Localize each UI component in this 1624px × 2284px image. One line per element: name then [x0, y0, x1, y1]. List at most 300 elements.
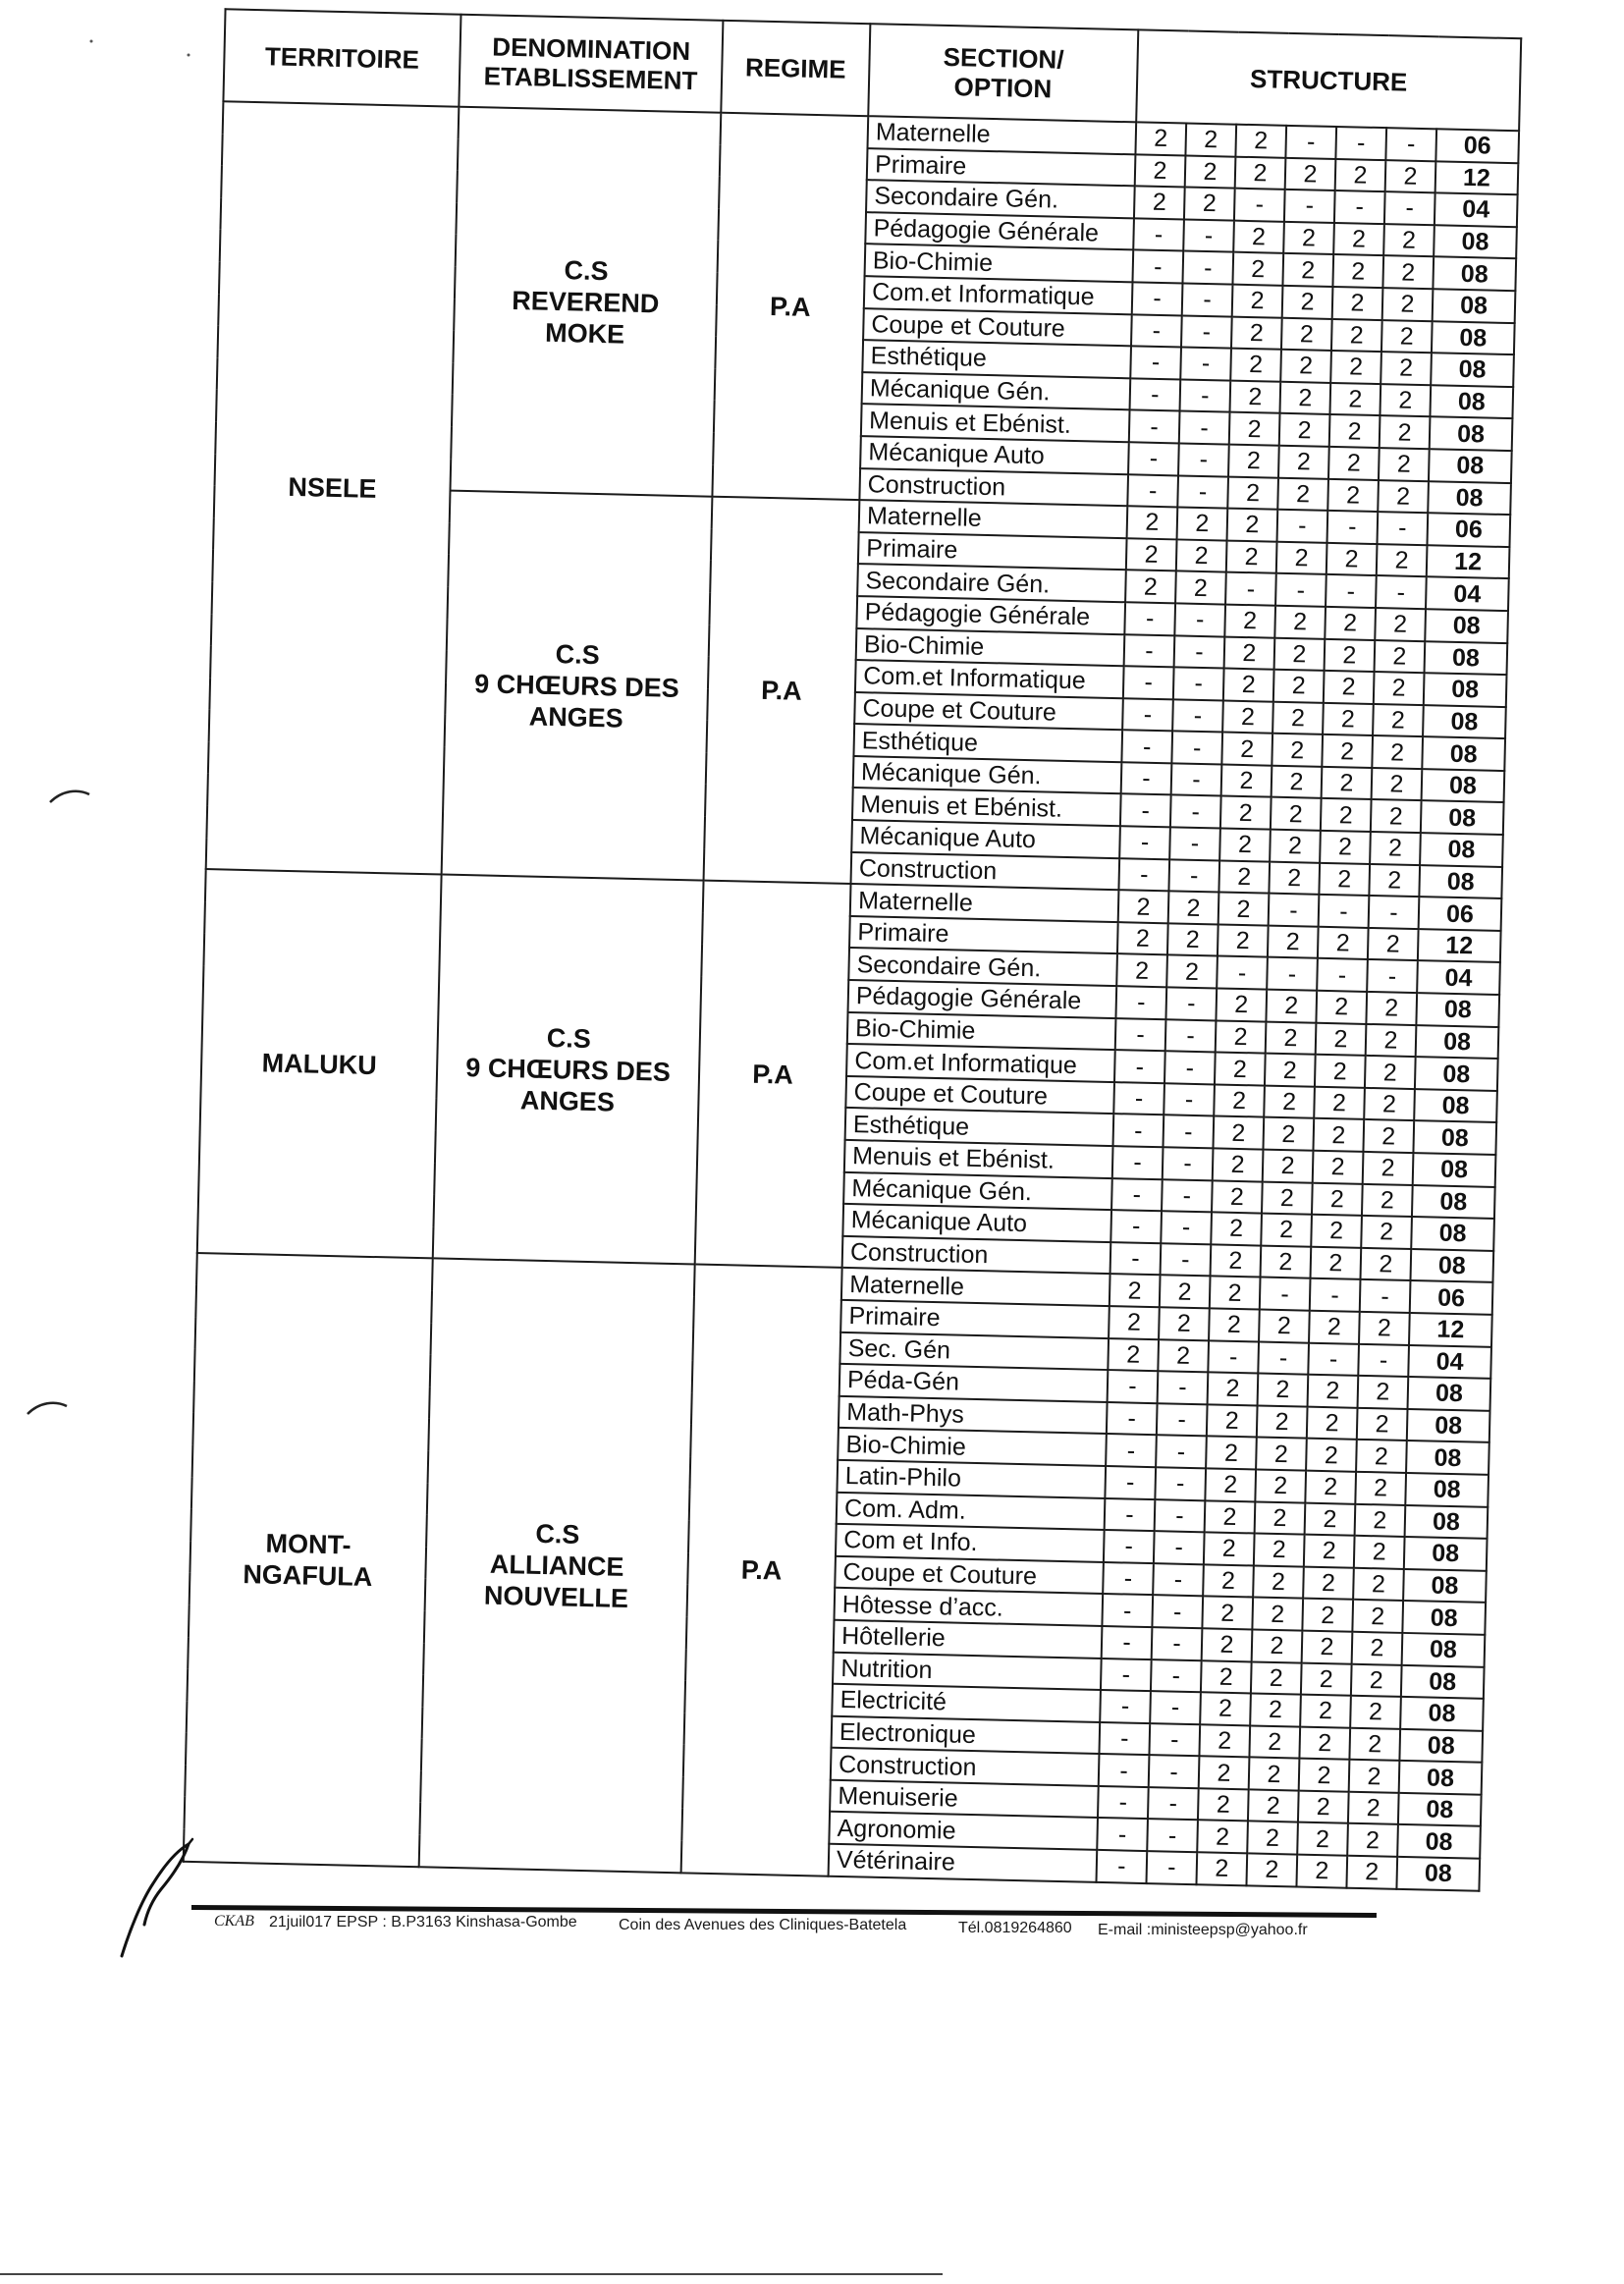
structure-value-cell: 2 [1380, 384, 1431, 417]
structure-total-cell: 08 [1414, 1089, 1497, 1122]
structure-total-cell: 08 [1396, 1857, 1480, 1890]
structure-total-cell: 08 [1416, 993, 1499, 1026]
structure-value-cell: 2 [1329, 383, 1380, 416]
structure-value-cell: - [1152, 1595, 1203, 1628]
structure-value-cell: - [1174, 603, 1225, 636]
structure-value-cell: 2 [1364, 1088, 1415, 1121]
structure-value-cell: 2 [1126, 538, 1177, 571]
section-option-cell: Mécanique Auto [842, 1204, 1111, 1242]
structure-total-cell: 08 [1424, 673, 1507, 706]
structure-value-cell: 2 [1167, 923, 1218, 956]
structure-value-cell: - [1121, 730, 1172, 763]
structure-value-cell: 2 [1252, 1629, 1303, 1662]
structure-value-cell: 2 [1218, 893, 1270, 926]
section-option-cell: Maternelle [868, 116, 1137, 154]
structure-value-cell: 2 [1202, 1597, 1253, 1630]
structure-value-cell: 2 [1279, 382, 1330, 415]
structure-value-cell: 2 [1216, 1020, 1267, 1054]
structure-value-cell: - [1163, 1147, 1214, 1180]
structure-value-cell: 2 [1326, 543, 1378, 576]
structure-value-cell: - [1155, 1499, 1206, 1533]
structure-value-cell: 2 [1210, 1277, 1261, 1310]
territory-name-line: NSELE [288, 471, 377, 505]
section-option-cell: Vétérinaire [829, 1844, 1098, 1882]
structure-value-cell: - [1148, 1787, 1199, 1821]
structure-value-cell: - [1358, 1343, 1409, 1377]
structure-total-cell: 08 [1408, 1377, 1491, 1410]
structure-value-cell: 2 [1231, 316, 1282, 350]
structure-value-cell: 2 [1347, 1823, 1398, 1857]
section-option-cell: Mécanique Auto [860, 436, 1129, 474]
establishment-name-line: 9 CHŒURS DES [465, 1052, 672, 1087]
section-option-cell: Agronomie [829, 1812, 1098, 1850]
structure-value-cell: 2 [1211, 1244, 1262, 1278]
structure-value-cell: - [1367, 959, 1418, 993]
section-option-cell: Primaire [858, 532, 1127, 571]
structure-value-cell: 2 [1204, 1532, 1255, 1565]
structure-value-cell: - [1178, 443, 1229, 476]
structure-value-cell: 2 [1232, 252, 1283, 286]
section-option-cell: Latin-Philo [837, 1460, 1106, 1498]
territory-name-line: NGAFULA [243, 1559, 373, 1593]
structure-value-cell: - [1164, 1083, 1215, 1116]
structure-value-cell: - [1112, 1146, 1164, 1179]
regime-cell: P.A [712, 113, 868, 500]
structure-value-cell: - [1124, 634, 1175, 668]
structure-total-cell: 06 [1427, 513, 1510, 546]
structure-value-cell: 2 [1312, 1182, 1363, 1216]
structure-total-cell: 08 [1431, 353, 1514, 386]
section-option-cell: Menuis et Ebénist. [861, 404, 1130, 442]
regime-cell: P.A [704, 497, 860, 884]
structure-total-cell: 08 [1403, 1569, 1487, 1603]
section-option-cell: Bio-Chimie [856, 628, 1125, 667]
structure-value-cell: - [1157, 1403, 1208, 1437]
section-option-cell: Sec. Gén [839, 1332, 1109, 1370]
structure-value-cell: - [1152, 1627, 1203, 1660]
structure-value-cell: 2 [1255, 1469, 1306, 1502]
structure-value-cell: 2 [1375, 640, 1426, 674]
structure-value-cell: 2 [1214, 1084, 1265, 1117]
structure-value-cell: 2 [1272, 701, 1324, 734]
structure-value-cell: - [1101, 1658, 1152, 1691]
structure-total-cell: 08 [1399, 1761, 1483, 1794]
structure-value-cell: 2 [1361, 1216, 1412, 1249]
structure-value-cell: - [1181, 315, 1232, 349]
structure-value-cell: - [1225, 572, 1276, 606]
structure-value-cell: 2 [1362, 1183, 1413, 1217]
structure-value-cell: 2 [1224, 604, 1275, 637]
structure-value-cell: 2 [1309, 1311, 1360, 1344]
structure-value-cell: 2 [1166, 955, 1218, 989]
structure-value-cell: - [1385, 128, 1436, 161]
structure-value-cell: 2 [1207, 1404, 1258, 1438]
structure-value-cell: - [1097, 1850, 1148, 1883]
structure-total-cell: 08 [1400, 1697, 1484, 1730]
structure-value-cell: 2 [1329, 414, 1380, 448]
establishment-name-line: C.S [535, 1518, 580, 1550]
establishment-name-line: ANGES [519, 1085, 616, 1117]
structure-value-cell: 2 [1134, 187, 1185, 220]
structure-value-cell: 2 [1308, 1375, 1359, 1408]
structure-value-cell: 2 [1377, 544, 1428, 577]
structure-total-cell: 04 [1426, 577, 1509, 611]
structure-value-cell: 2 [1272, 766, 1323, 799]
structure-value-cell: 2 [1185, 124, 1236, 157]
structure-value-cell: - [1319, 895, 1370, 928]
structure-value-cell: 2 [1276, 541, 1327, 574]
structure-value-cell: 2 [1235, 156, 1286, 190]
structure-value-cell: 2 [1325, 607, 1376, 640]
structure-value-cell: 2 [1305, 1471, 1356, 1504]
section-option-cell: Electricité [832, 1684, 1101, 1722]
section-option-cell: Coupe et Couture [835, 1556, 1104, 1595]
section-option-cell: Secondaire Gén. [857, 564, 1126, 602]
structure-value-cell: 2 [1303, 1566, 1354, 1600]
structure-value-cell: 2 [1373, 704, 1424, 737]
structure-value-cell: 2 [1323, 703, 1374, 736]
structure-value-cell: - [1108, 1370, 1159, 1403]
structure-value-cell: 2 [1300, 1695, 1351, 1728]
structure-value-cell: 2 [1202, 1628, 1253, 1661]
structure-value-cell: 2 [1365, 1056, 1416, 1089]
structure-value-cell: - [1129, 410, 1180, 444]
structure-value-cell: 2 [1352, 1600, 1403, 1633]
structure-value-cell: 2 [1228, 445, 1279, 478]
header-structure: STRUCTURE [1136, 29, 1521, 131]
structure-total-cell: 08 [1401, 1664, 1485, 1698]
structure-total-cell: 08 [1430, 417, 1513, 451]
structure-total-cell: 08 [1416, 1025, 1499, 1059]
structure-value-cell: 2 [1320, 831, 1371, 864]
structure-total-cell: 08 [1410, 1249, 1493, 1282]
structure-value-cell: 2 [1205, 1500, 1256, 1534]
structure-value-cell: - [1153, 1563, 1204, 1597]
structure-value-cell: 2 [1356, 1440, 1407, 1473]
section-option-cell: Coupe et Couture [845, 1076, 1114, 1115]
structure-value-cell: - [1234, 189, 1285, 222]
structure-total-cell: 04 [1417, 961, 1500, 995]
structure-value-cell: 2 [1380, 415, 1431, 449]
section-option-cell: Pédagogie Générale [865, 212, 1134, 250]
section-option-cell: Construction [842, 1236, 1111, 1275]
structure-value-cell: - [1335, 127, 1386, 160]
structure-value-cell: 2 [1360, 1248, 1411, 1281]
section-option-cell: Hôtellerie [834, 1620, 1103, 1659]
structure-value-cell: - [1107, 1402, 1158, 1436]
section-option-cell: Mécanique Gén. [862, 372, 1131, 410]
structure-value-cell: 2 [1332, 254, 1383, 288]
territory-cell [197, 869, 442, 1258]
structure-value-cell: - [1308, 1342, 1359, 1376]
scan-dots [79, 35, 206, 65]
structure-value-cell: - [1170, 795, 1221, 829]
structure-total-cell: 08 [1405, 1473, 1489, 1506]
header-section-option-line: OPTION [953, 72, 1053, 104]
establishment-cell [442, 491, 713, 881]
structure-value-cell: - [1146, 1851, 1197, 1884]
structure-value-cell: - [1376, 575, 1427, 609]
establishment-name-line: ALLIANCE [489, 1549, 624, 1582]
structure-total-cell: 08 [1422, 736, 1505, 770]
section-option-cell: Construction [831, 1748, 1100, 1786]
structure-value-cell: 2 [1117, 922, 1168, 955]
structure-value-cell: - [1118, 858, 1169, 892]
structure-value-cell: - [1114, 1050, 1165, 1083]
structure-value-cell: 2 [1261, 1245, 1312, 1278]
section-option-cell: Com.et Informatique [846, 1044, 1115, 1082]
structure-value-cell: - [1131, 314, 1182, 348]
header-section-option [868, 24, 1138, 122]
structure-value-cell: 2 [1199, 1724, 1250, 1758]
structure-value-cell: 2 [1251, 1661, 1302, 1695]
structure-total-cell: 06 [1435, 129, 1519, 162]
structure-value-cell: 2 [1354, 1536, 1405, 1569]
footer-initials: CKAB [214, 1913, 254, 1930]
structure-value-cell: 2 [1311, 1215, 1362, 1248]
structure-value-cell: 2 [1246, 1853, 1297, 1886]
structure-value-cell: - [1130, 346, 1181, 379]
structure-value-cell: 2 [1227, 476, 1278, 510]
structure-value-cell: 2 [1109, 1306, 1160, 1339]
territory-name-line: MONT- [265, 1528, 352, 1560]
structure-value-cell: - [1162, 1179, 1213, 1213]
structure-value-cell: - [1165, 1019, 1217, 1053]
structure-value-cell: 2 [1259, 1309, 1310, 1342]
structure-value-cell: 2 [1226, 540, 1277, 573]
establishment-cell [419, 1259, 695, 1873]
structure-total-cell: 08 [1423, 705, 1506, 738]
structure-value-cell: - [1258, 1341, 1309, 1375]
header-denomination [459, 15, 723, 113]
structure-value-cell: - [1384, 191, 1435, 225]
structure-value-cell: 2 [1125, 571, 1176, 604]
structure-value-cell: - [1113, 1115, 1164, 1148]
footer-location: Coin des Avenues des Cliniques-Batetela [619, 1917, 907, 1933]
structure-total-cell: 08 [1397, 1824, 1481, 1858]
structure-value-cell: 2 [1322, 767, 1373, 800]
structure-total-cell: 08 [1425, 641, 1508, 675]
section-option-cell: Mécanique Gén. [853, 756, 1122, 794]
footer-email: E-mail :ministeepsp@yahoo.fr [1098, 1922, 1308, 1938]
structure-value-cell: 2 [1227, 509, 1278, 542]
structure-value-cell: - [1317, 958, 1368, 992]
establishment-name-line: REVEREND [512, 285, 660, 318]
section-option-cell: Math-Phys [839, 1396, 1108, 1435]
structure-value-cell: - [1260, 1278, 1311, 1311]
structure-value-cell: 2 [1307, 1406, 1358, 1440]
section-option-cell: Pédagogie Générale [848, 980, 1117, 1018]
structure-total-cell: 08 [1421, 801, 1504, 835]
structure-total-cell: 12 [1435, 161, 1519, 194]
section-option-cell: Construction [851, 852, 1120, 891]
structure-total-cell: 08 [1428, 481, 1511, 515]
structure-value-cell: 2 [1282, 253, 1333, 287]
structure-value-cell: 2 [1369, 864, 1420, 897]
structure-value-cell: 2 [1382, 288, 1434, 321]
section-option-cell: Nutrition [833, 1652, 1102, 1690]
structure-value-cell: 2 [1213, 1148, 1264, 1181]
structure-value-cell: 2 [1283, 222, 1334, 255]
structure-value-cell: - [1161, 1211, 1212, 1244]
structure-value-cell: 2 [1215, 1053, 1266, 1086]
structure-value-cell: 2 [1311, 1246, 1362, 1279]
structure-value-cell: - [1100, 1690, 1151, 1723]
structure-value-cell: 2 [1318, 927, 1369, 960]
establishment-cell [433, 875, 704, 1265]
structure-value-cell: 2 [1327, 478, 1379, 512]
section-option-cell: Secondaire Gén. [866, 180, 1135, 218]
structure-value-cell: - [1369, 896, 1420, 929]
structure-value-cell: 2 [1274, 606, 1326, 639]
structure-value-cell: 2 [1382, 255, 1434, 289]
structure-value-cell: 2 [1266, 990, 1317, 1023]
structure-value-cell: - [1180, 379, 1231, 412]
structure-value-cell: 2 [1351, 1663, 1402, 1697]
section-option-cell: Primaire [849, 916, 1118, 954]
structure-value-cell: 2 [1176, 539, 1227, 572]
structure-value-cell: 2 [1370, 832, 1421, 865]
structure-total-cell: 08 [1404, 1537, 1488, 1570]
section-option-cell: Menuis et Ebénist. [844, 1140, 1113, 1178]
structure-value-cell: - [1099, 1754, 1150, 1787]
structure-value-cell: 2 [1252, 1598, 1303, 1631]
section-option-cell: Primaire [867, 148, 1136, 187]
structure-value-cell: 2 [1248, 1789, 1299, 1822]
structure-value-cell: 2 [1229, 412, 1280, 446]
structure-value-cell: 2 [1175, 571, 1226, 605]
structure-value-cell: - [1102, 1626, 1153, 1659]
structure-value-cell: 2 [1159, 1307, 1210, 1340]
structure-value-cell: - [1132, 250, 1183, 284]
structure-total-cell: 08 [1402, 1633, 1486, 1666]
section-option-cell: Bio-Chimie [847, 1012, 1116, 1051]
structure-value-cell: - [1113, 1082, 1164, 1115]
table-body [184, 101, 1519, 1890]
structure-value-cell: - [1310, 1278, 1361, 1312]
structure-value-cell: 2 [1223, 669, 1274, 702]
structure-value-cell: 2 [1116, 954, 1167, 988]
establishment-name-line: C.S [564, 254, 609, 286]
structure-value-cell: - [1171, 732, 1222, 765]
structure-value-cell: - [1334, 190, 1385, 224]
structure-value-cell: - [1269, 894, 1320, 927]
structure-value-cell: - [1155, 1467, 1206, 1500]
structure-value-cell: 2 [1332, 287, 1383, 320]
structure-value-cell: 2 [1333, 223, 1384, 256]
structure-value-cell: - [1277, 510, 1328, 543]
structure-value-cell: 2 [1206, 1437, 1257, 1470]
structure-value-cell: 2 [1316, 1022, 1367, 1056]
structure-value-cell: 2 [1375, 608, 1426, 641]
structure-value-cell: 2 [1355, 1503, 1406, 1537]
structure-value-cell: 2 [1302, 1631, 1353, 1664]
scan-mark [44, 781, 103, 810]
structure-value-cell: - [1119, 826, 1170, 859]
section-option-cell: Electronique [832, 1715, 1101, 1754]
structure-total-cell: 08 [1433, 289, 1516, 322]
structure-total-cell: 06 [1410, 1280, 1493, 1314]
structure-value-cell: - [1179, 411, 1230, 445]
structure-value-cell: 2 [1350, 1696, 1401, 1729]
signature-mark [108, 1836, 206, 1964]
structure-value-cell: - [1182, 251, 1233, 285]
regime-cell: P.A [695, 881, 851, 1268]
structure-value-cell: - [1097, 1818, 1148, 1851]
structure-value-cell: - [1128, 442, 1179, 475]
structure-total-cell: 08 [1415, 1057, 1498, 1090]
structure-value-cell: 2 [1254, 1534, 1305, 1567]
structure-value-cell: - [1217, 956, 1268, 990]
structure-value-cell: 2 [1330, 351, 1381, 384]
structure-value-cell: - [1106, 1434, 1157, 1467]
structure-value-cell: 2 [1199, 1757, 1250, 1790]
structure-value-cell: 2 [1108, 1338, 1159, 1372]
header-section-option-line: SECTION/ [943, 41, 1064, 75]
structure-value-cell: - [1104, 1530, 1155, 1563]
structure-value-cell: - [1285, 126, 1336, 159]
establishment-name-line: C.S [546, 1022, 592, 1054]
structure-value-cell: 2 [1304, 1535, 1355, 1568]
structure-value-cell: 2 [1127, 506, 1178, 539]
structure-total-cell: 08 [1405, 1504, 1489, 1538]
structure-value-cell: 2 [1316, 991, 1367, 1024]
establishment-name-line: 9 CHŒURS DES [473, 668, 680, 703]
structure-total-cell: 08 [1402, 1601, 1486, 1634]
structure-value-cell: 2 [1315, 1055, 1366, 1088]
structure-value-cell: - [1172, 699, 1223, 733]
structure-value-cell: - [1161, 1243, 1212, 1277]
structure-value-cell: 2 [1201, 1660, 1252, 1694]
structure-total-cell: 08 [1430, 385, 1513, 418]
header-regime: REGIME [721, 21, 870, 116]
structure-value-cell: 2 [1185, 155, 1236, 189]
structure-value-cell: 2 [1253, 1565, 1304, 1599]
structure-total-cell: 08 [1398, 1793, 1482, 1826]
structure-value-cell: 2 [1380, 352, 1432, 385]
structure-value-cell: 2 [1346, 1856, 1397, 1889]
structure-total-cell: 08 [1413, 1153, 1496, 1186]
structure-value-cell: 2 [1271, 797, 1322, 831]
structure-value-cell: 2 [1279, 413, 1330, 447]
structure-value-cell: 2 [1278, 446, 1329, 479]
structure-value-cell: 2 [1218, 860, 1270, 894]
structure-value-cell: - [1174, 635, 1225, 669]
section-option-cell: Mécanique Auto [851, 820, 1120, 858]
structure-value-cell: 2 [1160, 1276, 1211, 1309]
section-option-cell: Maternelle [859, 500, 1128, 538]
structure-value-cell: 2 [1385, 160, 1436, 193]
structure-value-cell: 2 [1249, 1758, 1300, 1791]
structure-total-cell: 08 [1407, 1409, 1490, 1442]
structure-value-cell: - [1127, 474, 1178, 508]
structure-total-cell: 04 [1435, 192, 1518, 226]
structure-value-cell: 2 [1224, 636, 1275, 670]
establishment-name-line: ANGES [528, 701, 624, 734]
structure-value-cell: - [1132, 282, 1183, 315]
structure-value-cell: 2 [1257, 1405, 1308, 1439]
structure-table [183, 8, 1523, 1891]
structure-value-cell: 2 [1256, 1438, 1307, 1471]
structure-total-cell: 08 [1422, 769, 1505, 802]
structure-value-cell: - [1180, 348, 1231, 381]
structure-value-cell: - [1158, 1371, 1209, 1404]
structure-value-cell: 2 [1262, 1181, 1313, 1215]
structure-value-cell: - [1123, 666, 1174, 699]
section-option-cell: Menuis et Ebénist. [852, 788, 1121, 826]
structure-value-cell: 2 [1313, 1118, 1364, 1152]
structure-value-cell: - [1149, 1723, 1200, 1757]
